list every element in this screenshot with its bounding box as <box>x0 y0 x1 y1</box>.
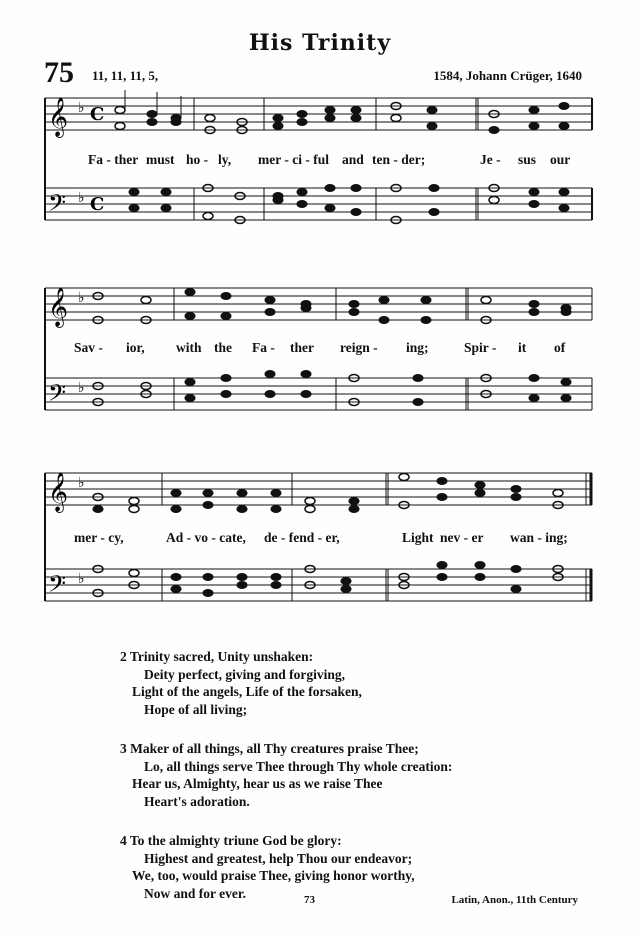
verse-line: Lo, all things serve Thee through Thy whole creation: <box>144 758 453 774</box>
lyric-syllable: mer - cy, <box>74 530 124 545</box>
lyric-syllable: Fa - ther <box>88 152 139 167</box>
lyric-syllable: of <box>554 340 566 355</box>
bass-clef-icon: 𝄢 <box>48 379 67 412</box>
verse-line: Light of the angels, Life of the forsaken, <box>132 684 362 699</box>
hymn-title: His Trinity <box>248 30 392 56</box>
lyric-line-3 <box>40 530 600 550</box>
lyric-syllable: ior, <box>126 340 145 355</box>
svg-text:♭: ♭ <box>78 100 85 116</box>
lyric-syllable: de - fend - er, <box>264 530 340 545</box>
page-number: 73 <box>304 894 315 906</box>
treble-clef-icon: 𝄞 <box>48 472 69 512</box>
verse-2 <box>120 648 452 718</box>
lyric-syllable: our <box>550 152 571 167</box>
verse-line: 4 To the almighty triune God be glory: <box>120 833 342 848</box>
bass-clef-icon: 𝄢 <box>48 570 67 603</box>
lyric-syllable: mer - ci - ful <box>258 152 329 167</box>
lyric-syllable: Fa - <box>252 340 275 355</box>
lyric-line-2 <box>40 340 600 360</box>
verse-3 <box>120 740 452 810</box>
lyric-line-1 <box>40 152 600 172</box>
lyric-syllable: Je - <box>480 152 501 167</box>
lyric-syllable: ther <box>290 340 314 355</box>
lyric-syllable: ly, <box>218 152 232 167</box>
source-attribution: Latin, Anon., 11th Century <box>451 894 578 906</box>
bass-clef-icon: 𝄢 <box>48 189 67 222</box>
lyric-syllable: and <box>342 152 364 167</box>
verse-line: 3 Maker of all things, all Thy creatures praise Thee; <box>120 741 419 756</box>
lyric-syllable: with <box>176 340 202 355</box>
verse-line: Heart's adoration. <box>144 793 250 809</box>
lyric-syllable: the <box>214 340 232 355</box>
verse-line: Now and for ever. <box>144 885 246 901</box>
svg-text:♭: ♭ <box>78 475 85 491</box>
svg-text:♭: ♭ <box>78 190 85 206</box>
svg-text:C: C <box>90 104 105 125</box>
lyric-syllable: Ad - vo - cate, <box>166 530 246 545</box>
lyric-syllable: ho - <box>186 152 209 167</box>
lyric-syllable: wan - ing; <box>510 530 568 545</box>
lyric-syllable: ten - der; <box>372 152 426 167</box>
verse-4 <box>120 832 452 902</box>
verse-line: We, too, would praise Thee, giving honor worthy, <box>132 868 415 883</box>
lyric-syllable: it <box>518 340 527 355</box>
lyric-syllable: must <box>146 152 175 167</box>
svg-text:C: C <box>90 194 105 215</box>
verse-line: Highest and greatest, help Thou our endeavor; <box>144 850 413 866</box>
treble-clef-icon: 𝄞 <box>48 287 69 327</box>
verse-line: Deity perfect, giving and forgiving, <box>144 666 345 682</box>
lyric-syllable: Sav - <box>74 340 103 355</box>
composer-credit: 1584, Johann Crüger, 1640 <box>433 68 582 83</box>
lyric-syllable: ing; <box>406 340 429 355</box>
hymn-number: 75 <box>44 56 74 89</box>
svg-text:♭: ♭ <box>78 571 85 587</box>
verse-line: 2 Trinity sacred, Unity unshaken: <box>120 649 314 664</box>
lyric-syllable: Light <box>402 530 434 545</box>
treble-clef-icon: 𝄞 <box>48 97 69 137</box>
svg-text:♭: ♭ <box>78 290 85 306</box>
meter: 11, 11, 11, 5, <box>92 68 159 83</box>
lyric-syllable: reign - <box>340 340 378 355</box>
lyric-syllable: Spir - <box>464 340 497 355</box>
verses-block <box>120 648 452 924</box>
svg-text:♭: ♭ <box>78 380 85 396</box>
verse-line: Hear us, Almighty, hear us as we raise Thee <box>132 776 383 791</box>
verse-line: Hope of all living; <box>144 701 248 717</box>
lyric-syllable: sus <box>518 152 537 167</box>
lyric-syllable: nev - er <box>440 530 484 545</box>
